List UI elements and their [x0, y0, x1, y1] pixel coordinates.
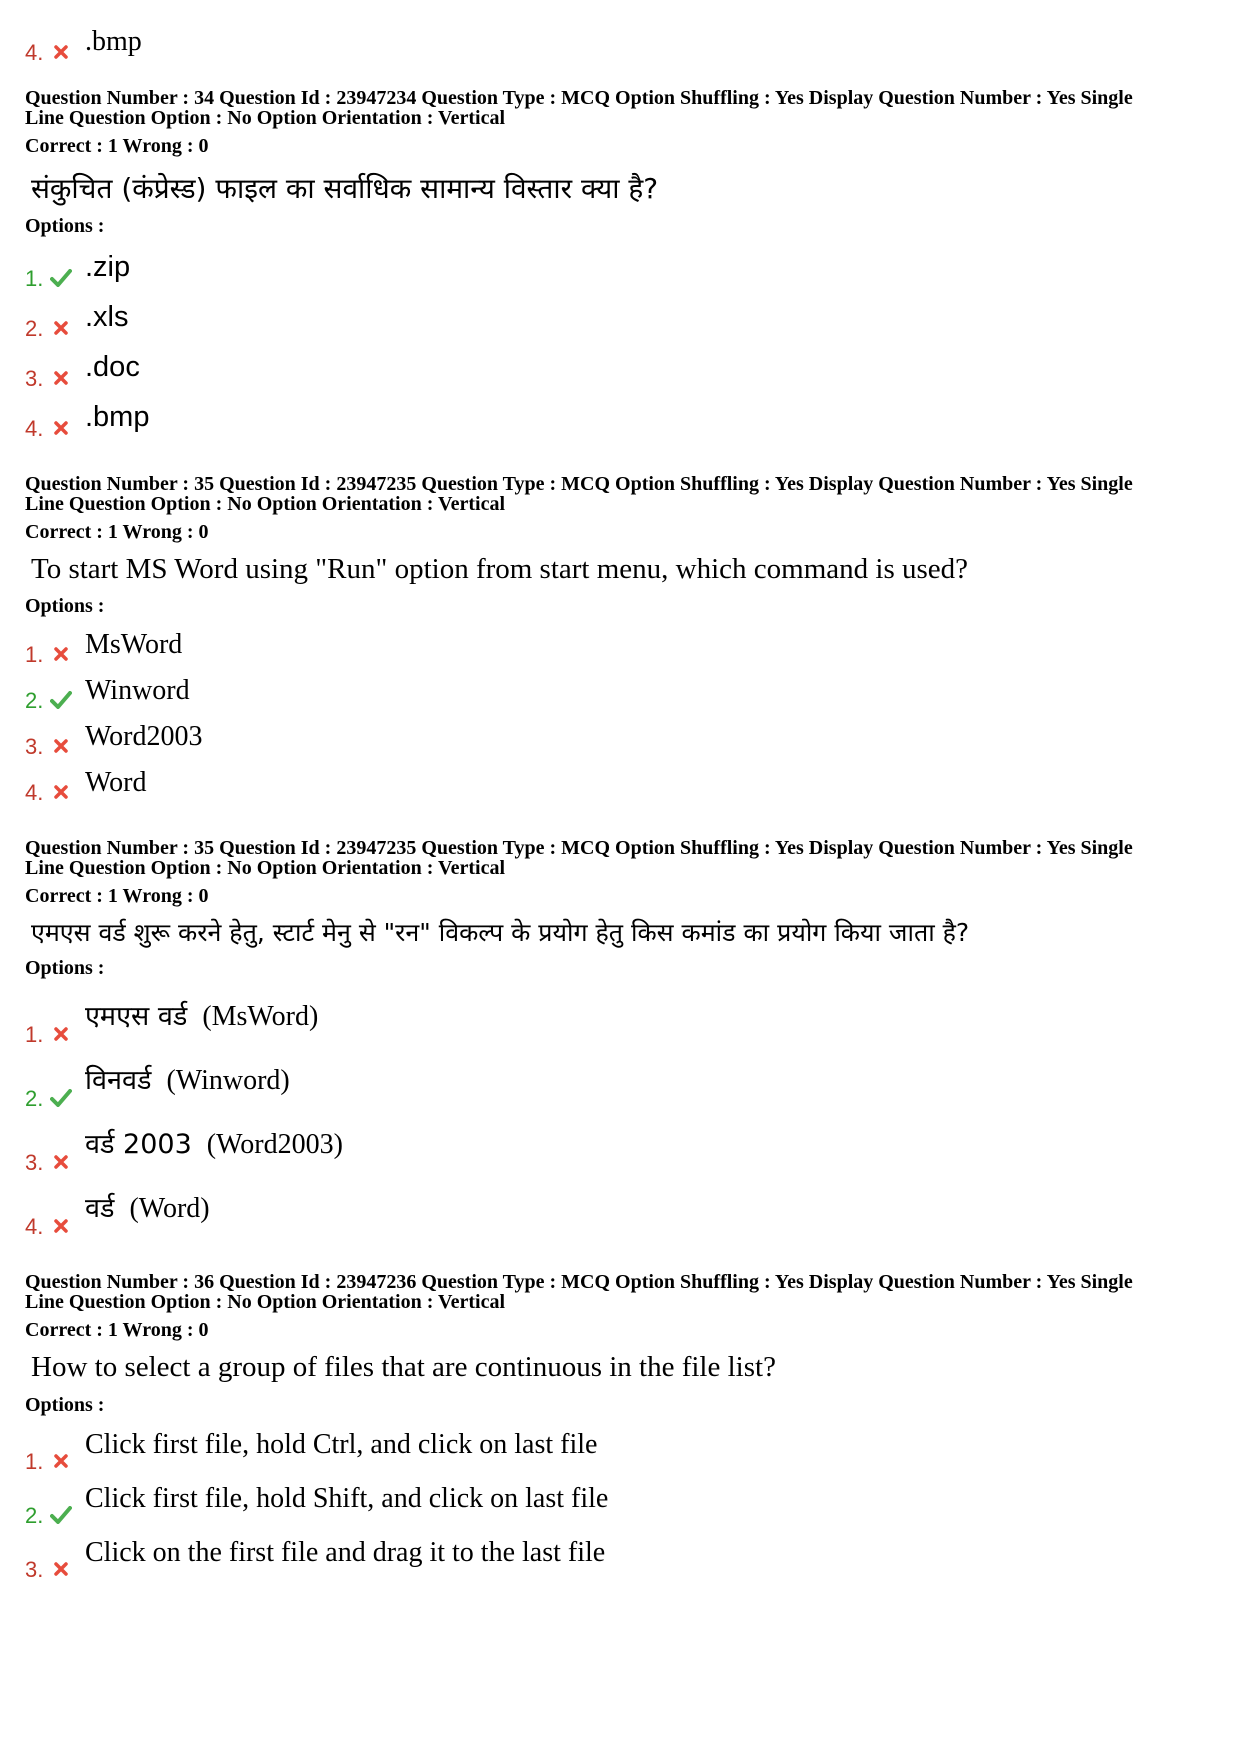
meta-line: Question Number : 34 Question Id : 23947234 Question Type : MCQ Option Shuffling : Yes Display Question Number : Yes Single [25, 87, 1133, 109]
wrong-mark-icon [49, 366, 73, 390]
option-row [25, 390, 1220, 440]
question-text: एमएस वर्ड शुरू करने हेतु, स्टार्ट मेनु से "रन" विकल्प के प्रयोग हेतु किस कमांड का प्रयोग किया जाता है? [31, 918, 970, 948]
option-text [85, 1066, 290, 1111]
option-text: Click first file, hold Shift, and click on last file [85, 1483, 609, 1515]
options-label: Options : [25, 957, 105, 980]
question-text: संकुचित (कंप्रेस्ड) फाइल का सर्वाधिक सामान्य विस्तार क्या है? [31, 172, 659, 205]
option-number: 3. [25, 1557, 44, 1583]
wrong-mark-icon [49, 316, 73, 340]
meta-line: Question Number : 36 Question Id : 23947236 Question Type : MCQ Option Shuffling : Yes Display Question Number : Yes Single [25, 1271, 1133, 1294]
marks-info: Correct : 1 Wrong : 0 [25, 520, 209, 543]
option-row [25, 1174, 1220, 1238]
option-english-text: (Word2003) [206, 1128, 343, 1160]
option-text [85, 1194, 210, 1239]
option-row [25, 290, 1220, 340]
option-row [25, 1527, 1220, 1581]
meta-line: Question Number : 35 Question Id : 23947235 Question Type : MCQ Option Shuffling : Yes Display Question Number : Yes Single [25, 837, 1133, 860]
option-number: 4. [25, 40, 44, 65]
option-hindi-text: वर्ड 2003 [85, 1128, 192, 1160]
option-number: 3. [25, 1150, 44, 1176]
option-row [25, 1110, 1220, 1174]
options-label: Options : [25, 1394, 105, 1417]
option-text: Click first file, hold Ctrl, and click on last file [85, 1429, 598, 1461]
option-english-text: (MsWord) [202, 1000, 319, 1032]
question-meta [25, 88, 1220, 128]
option-text: Word [85, 766, 147, 798]
option-text [85, 1002, 318, 1047]
question-text: To start MS Word using "Run" option from start menu, which command is used? [31, 552, 969, 585]
wrong-mark-icon [49, 1150, 73, 1174]
option-number: 4. [25, 1214, 44, 1240]
option-number: 3. [25, 365, 44, 391]
check-mark-icon [49, 688, 73, 712]
option-hindi-text: विनवर्ड [85, 1064, 152, 1096]
question-meta [25, 474, 1220, 514]
meta-line: Line Question Option : No Option Orientation : Vertical [25, 857, 506, 880]
option-row [25, 340, 1220, 390]
option-hindi-text: वर्ड [85, 1192, 115, 1224]
option-number: 1. [25, 1022, 44, 1048]
meta-line: Question Number : 35 Question Id : 23947235 Question Type : MCQ Option Shuffling : Yes Display Question Number : Yes Single [25, 472, 1133, 495]
options-label: Options : [25, 214, 105, 237]
option-number: 3. [25, 734, 44, 760]
options-label: Options : [25, 595, 105, 618]
question-block [25, 474, 1220, 805]
option-text: Winword [85, 674, 190, 706]
wrong-mark-icon [49, 642, 73, 666]
option-text: Click on the first file and drag it to the last file [85, 1537, 606, 1569]
meta-line: Line Question Option : No Option Orientation : Vertical [25, 107, 506, 129]
check-mark-icon [49, 1503, 73, 1527]
option-row [25, 1473, 1220, 1527]
option-text: Word2003 [85, 720, 203, 752]
option-text [85, 1130, 343, 1175]
option-row [25, 240, 1220, 290]
option-number: 4. [25, 780, 44, 806]
wrong-mark-icon [49, 416, 73, 440]
check-mark-icon [49, 1086, 73, 1110]
option-number: 1. [25, 642, 44, 668]
option-number: 1. [25, 1449, 44, 1475]
question-meta [25, 838, 1220, 878]
wrong-mark-icon [49, 1214, 73, 1238]
question-block [25, 1272, 1220, 1581]
option-text: .doc [85, 350, 140, 383]
option-english-text: (Word) [129, 1192, 210, 1224]
option-row [25, 666, 1220, 712]
check-mark-icon [49, 266, 73, 290]
option-hindi-text: एमएस वर्ड [85, 1000, 188, 1032]
option-row [25, 712, 1220, 758]
option-row [25, 1419, 1220, 1473]
question-text: How to select a group of files that are continuous in the file list? [31, 1351, 776, 1384]
meta-line: Line Question Option : No Option Orientation : Vertical [25, 492, 506, 515]
option-text: .zip [85, 250, 131, 283]
option-text: MsWord [85, 628, 183, 660]
option-number: 2. [25, 688, 44, 714]
option-row [25, 758, 1220, 804]
option-text: .xls [85, 300, 129, 333]
marks-info: Correct : 1 Wrong : 0 [25, 135, 209, 157]
option-row [25, 1046, 1220, 1110]
option-number: 2. [25, 315, 44, 341]
option-text: .bmp [85, 26, 142, 58]
wrong-mark-icon [49, 1022, 73, 1046]
question-block [25, 838, 1220, 1238]
wrong-mark-icon [49, 40, 73, 64]
option-text: .bmp [85, 400, 150, 433]
wrong-mark-icon [49, 734, 73, 758]
option-row [25, 18, 1220, 64]
option-number: 2. [25, 1086, 44, 1112]
option-row [25, 982, 1220, 1046]
marks-info: Correct : 1 Wrong : 0 [25, 1319, 209, 1342]
wrong-mark-icon [49, 780, 73, 804]
option-number: 2. [25, 1503, 44, 1529]
wrong-mark-icon [49, 1449, 73, 1473]
option-number: 1. [25, 265, 44, 291]
meta-line: Line Question Option : No Option Orientation : Vertical [25, 1291, 506, 1314]
question-paper-page [25, 0, 1220, 1581]
question-block [25, 88, 1220, 440]
option-number: 4. [25, 415, 44, 441]
marks-info: Correct : 1 Wrong : 0 [25, 885, 209, 908]
option-row [25, 620, 1220, 666]
wrong-mark-icon [49, 1557, 73, 1581]
question-meta [25, 1272, 1220, 1312]
option-english-text: (Winword) [166, 1064, 290, 1096]
